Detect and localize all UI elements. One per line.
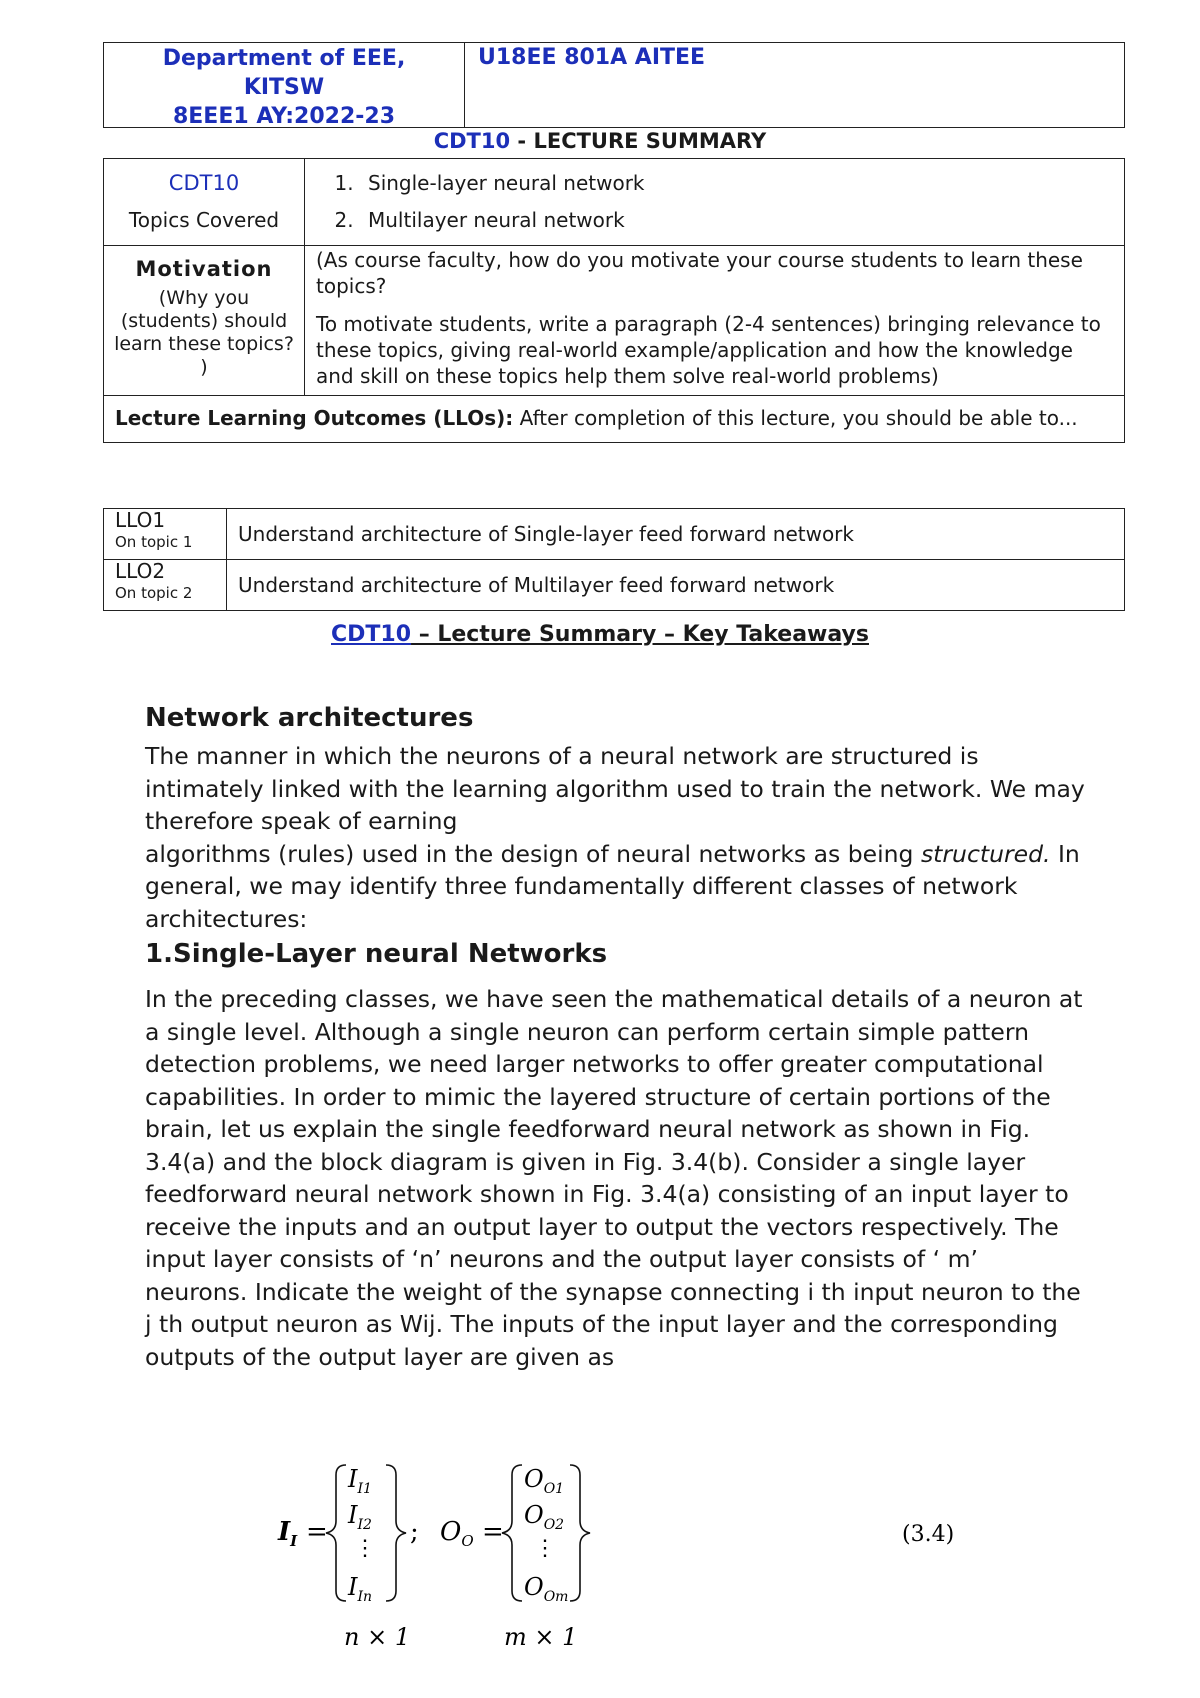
llo-row <box>104 560 1125 611</box>
body-paragraph: In the preceding classes, we have seen the mathematical details of a neuron at a single level. Although a single neuron can perform certain simple pattern detection problems, we need larger networks to offer greater computational capabilities. In order to mimic the layered structure of certain portions of the brain, let us explain the single feedforward neural network as shown in Fig. 3.4(a) and the block diagram is given in Fig. 3.4(b). Consider a single layer feedforward neural network shown in Fig. 3.4(a) consisting of an input layer to receive the inputs and an output layer to output the vectors respectively. The input layer consists of ‘n’ neurons and the output layer consists of ‘ m’ neurons. Indicate the weight of the synapse connecting i th input neuron to the j th output neuron as Wij. The inputs of the input layer and the corresponding outputs of the output layer are given as <box>145 985 1083 1371</box>
llo-id-cell <box>104 509 227 560</box>
llo-intro-text: After completion of this lecture, you should be able to... <box>513 406 1078 430</box>
topics-label: Topics Covered <box>128 208 280 232</box>
subsection-heading: 1.Single-Layer neural Networks <box>145 939 608 969</box>
section-heading: Network architectures <box>145 703 474 733</box>
motivation-title: Motivation <box>135 257 273 281</box>
llo-row <box>104 509 1125 560</box>
eq-equals: = <box>306 1517 328 1547</box>
intro-paragraph-a: The manner in which the neurons of a neural network are structured is intimately linked with the learning algorithm used to train the network. We may therefore speak of earning <box>145 742 1085 835</box>
llo-topic: On topic 2 <box>115 584 193 602</box>
llo-text: Understand architecture of Single-layer feed forward network <box>227 509 1125 560</box>
motivation-label-cell <box>104 246 305 396</box>
eq-input-vdots: ⋮ <box>354 1536 376 1561</box>
key-takeaways-text: – Lecture Summary – Key Takeaways <box>411 622 869 647</box>
intro-paragraph-b <box>145 838 1085 936</box>
eq-input-item: $I_{In}$ <box>348 1573 373 1605</box>
llo-intro-label: Lecture Learning Outcomes (LLOs): <box>115 406 514 430</box>
eq-lhs-output: $O_O$ <box>440 1517 474 1550</box>
topic-item: 1. Single-layer neural network <box>360 171 1124 195</box>
eq-number: (3.4) <box>902 1522 955 1547</box>
eq-output-item: $O_{O2}$ <box>524 1501 565 1533</box>
topics-label-cell <box>104 159 305 246</box>
institute-name: KITSW <box>243 75 325 100</box>
equation-3-4 <box>270 1455 990 1655</box>
summary-code: CDT10 <box>433 129 511 153</box>
llo-text: Understand architecture of Multilayer feed forward network <box>227 560 1125 611</box>
llo-id: LLO1 <box>115 508 166 532</box>
eq-equals: = <box>482 1517 504 1547</box>
eq-input-item: $I_{I2}$ <box>348 1501 372 1533</box>
eq-output-vdots: ⋮ <box>534 1536 556 1561</box>
course-code: U18EE 801A AITEE <box>478 45 706 70</box>
summary-title-text: - LECTURE SUMMARY <box>510 129 767 153</box>
llo-topic: On topic 1 <box>115 533 193 551</box>
intro-text-b: algorithms (rules) used in the design of neural networks as being <box>145 839 921 868</box>
eq-left-brace <box>326 1465 346 1601</box>
intro-text-c: In general, we may identify three fundamentally different classes of network architectures: <box>145 839 1080 933</box>
motivation-question: (As course faculty, how do you motivate your course students to learn these topics? <box>316 248 1083 298</box>
eq-left-brace <box>502 1465 522 1601</box>
topics-code: CDT10 <box>168 171 240 195</box>
intro-italic: structured. <box>920 839 1051 868</box>
topics-list-cell <box>305 159 1125 246</box>
department-cell <box>104 43 465 127</box>
key-takeaways-title <box>0 622 1200 647</box>
llo-table <box>103 508 1125 611</box>
motivation-row <box>104 246 1125 396</box>
topics-row <box>104 159 1125 246</box>
class-year: 8EEE1 AY:2022-23 <box>172 104 396 129</box>
topic-item: 2. Multilayer neural network <box>360 208 1124 232</box>
summary-table <box>103 158 1125 443</box>
eq-right-brace <box>570 1465 590 1601</box>
motivation-text-cell <box>305 246 1125 396</box>
topics-list <box>305 171 1124 232</box>
llo-intro-row <box>104 396 1125 443</box>
motivation-instruction: To motivate students, write a paragraph (2-4 sentences) bringing relevance to these topics, giving real-world example/application and how the knowledge and skill on these topics help them solve real-world problems) <box>316 312 1101 388</box>
llo-intro-cell <box>104 396 1125 443</box>
motivation-subtitle: (Why you (students) should learn these topics? ) <box>114 287 294 378</box>
key-takeaways-code: CDT10 <box>331 622 412 647</box>
lecture-summary-title <box>0 129 1200 153</box>
llo-id: LLO2 <box>115 559 166 583</box>
eq-right-brace <box>386 1465 406 1601</box>
content-body <box>145 700 1085 1373</box>
eq-input-item: $I_{I1}$ <box>348 1465 372 1497</box>
header-table <box>103 42 1125 128</box>
eq-separator: ; <box>410 1517 419 1547</box>
eq-output-item: $O_{O1}$ <box>524 1465 565 1497</box>
llo-id-cell <box>104 560 227 611</box>
eq-output-dimension: m × 1 <box>504 1623 578 1651</box>
eq-input-dimension: n × 1 <box>344 1623 411 1651</box>
eq-lhs-input: $I_I$ <box>278 1517 298 1550</box>
eq-output-item: $O_{Om}$ <box>524 1573 569 1605</box>
department-name: Department of EEE, <box>162 46 406 71</box>
